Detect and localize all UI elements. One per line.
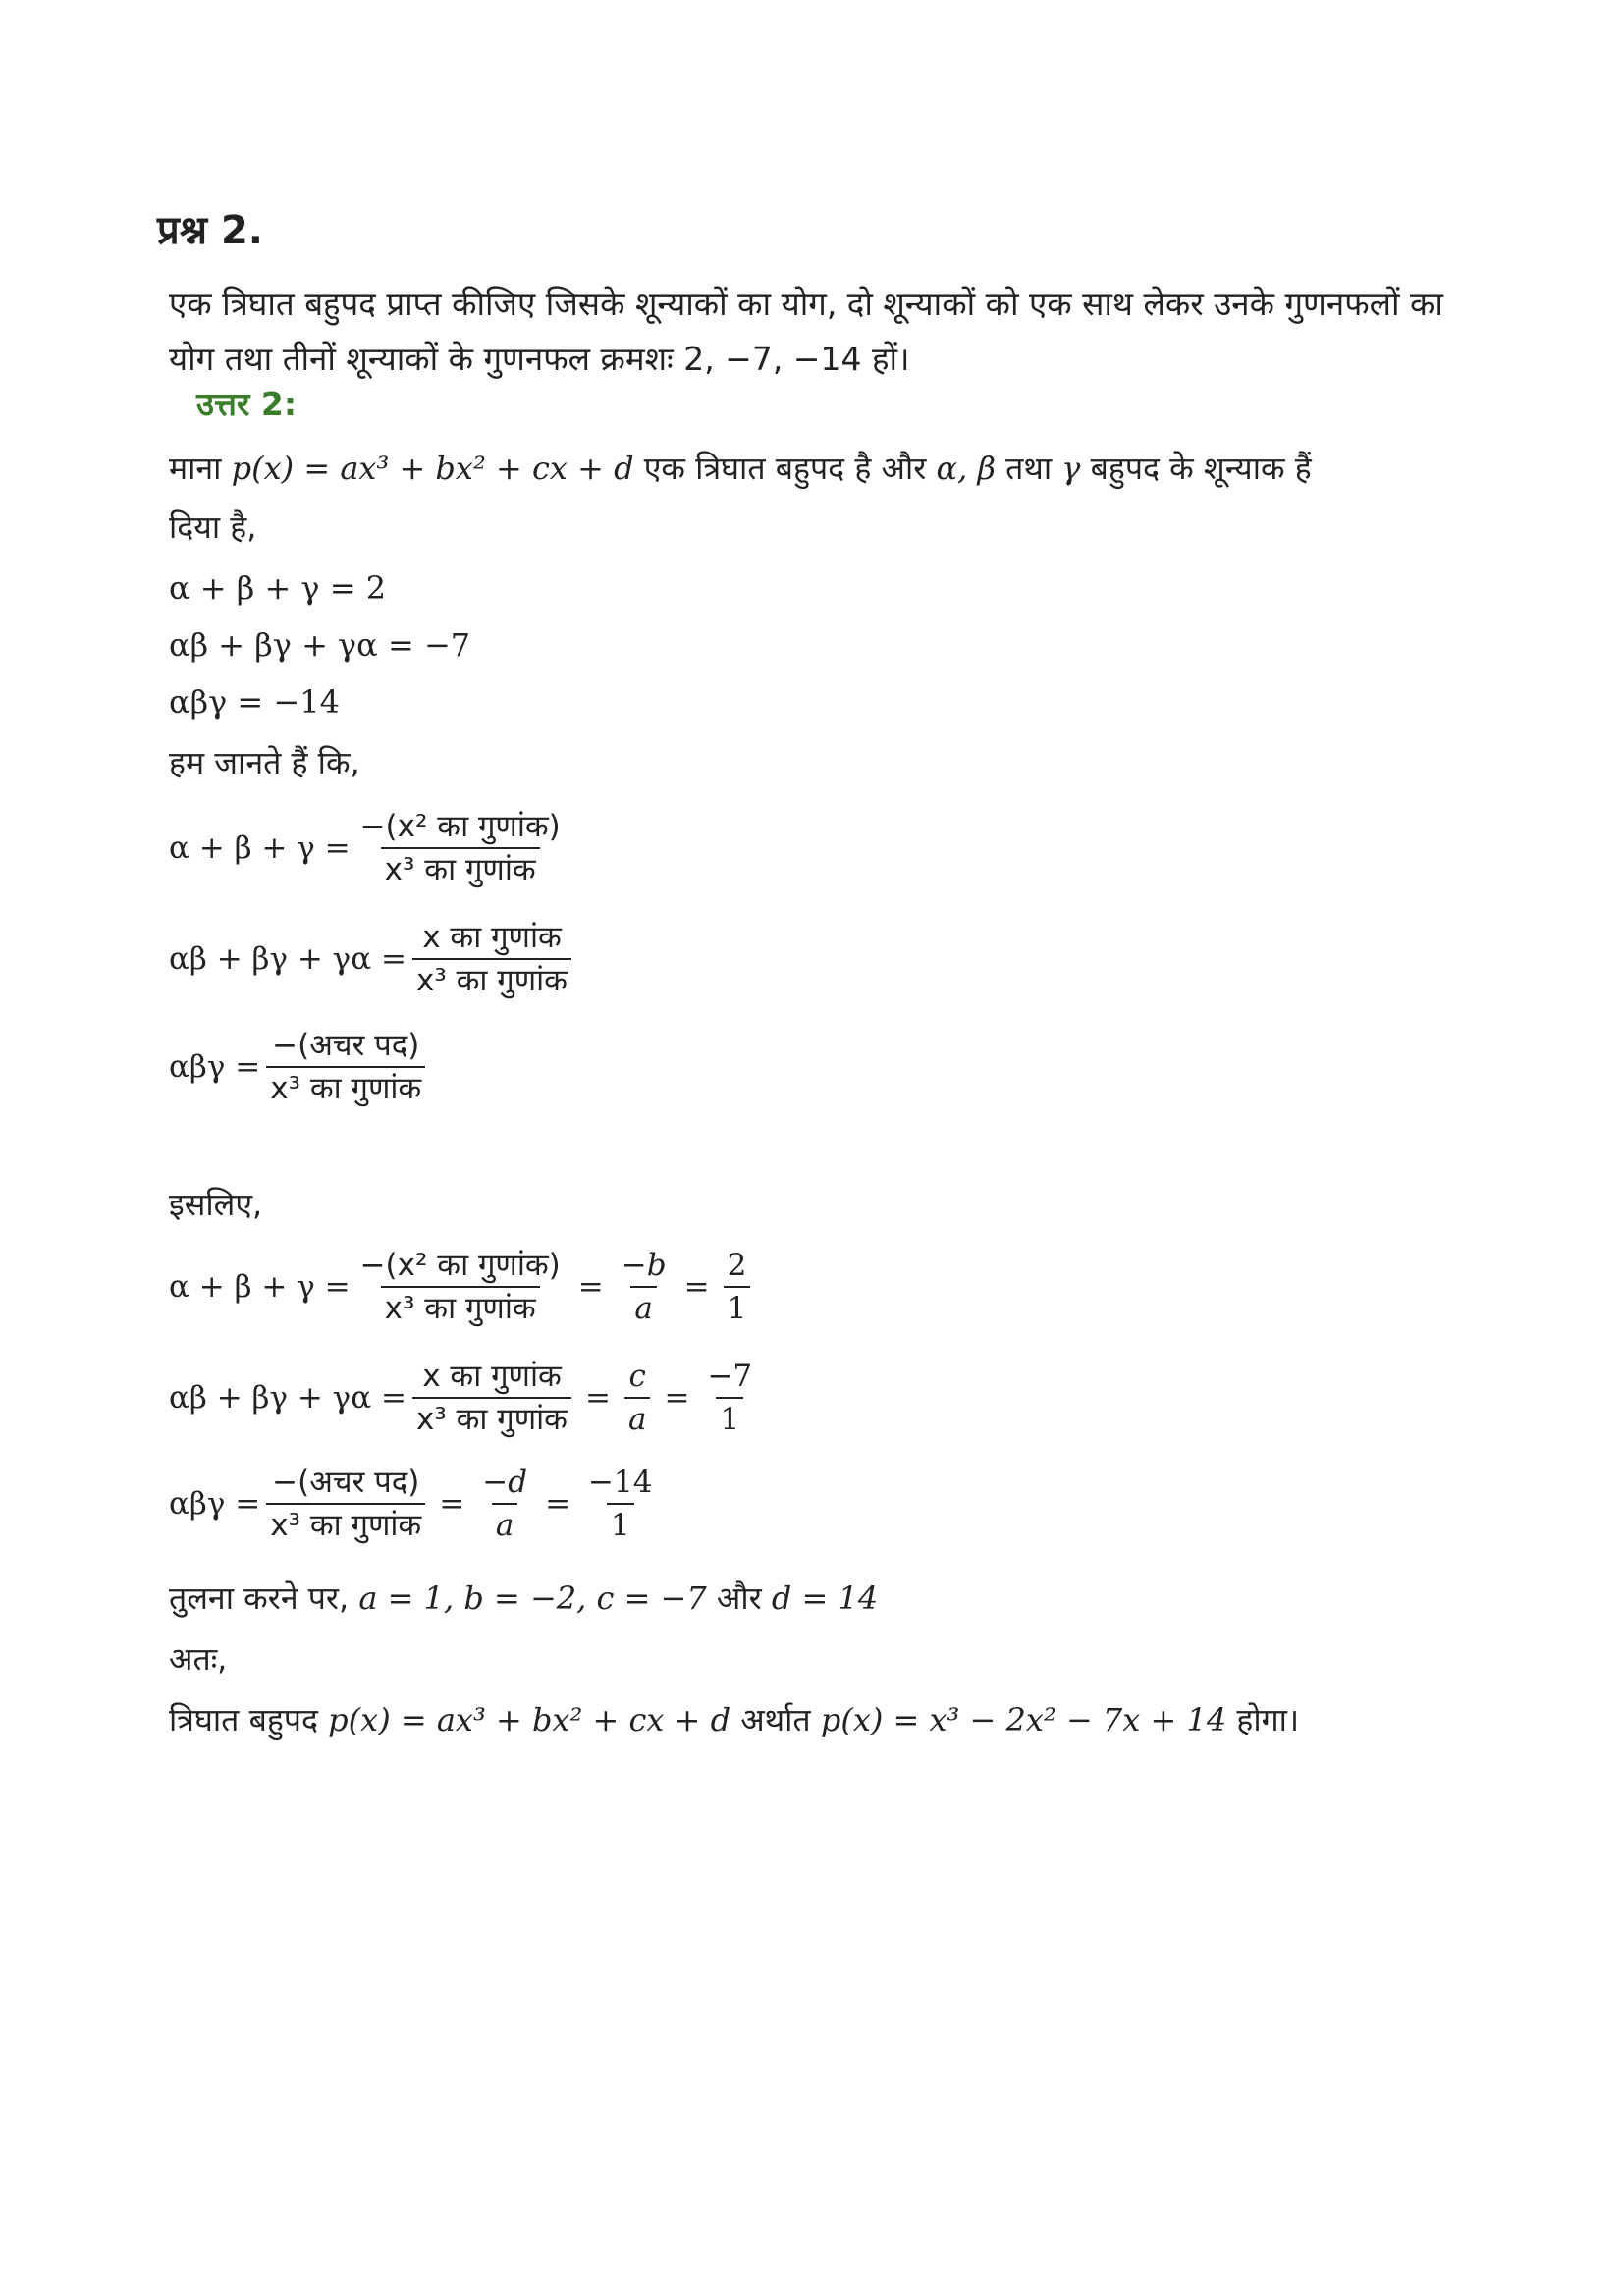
given-heading: दिया है, [169, 508, 257, 546]
question-text: एक त्रिघात बहुपद प्राप्त कीजिए जिसके शून्याकों का योग, दो शून्याकों को एक साथ लेकर उनके गुणनफलों का योग तथा तीनों शून्याकों के गुणनफल क्रमशः 2, −7, −14 हों। [169, 285, 1443, 378]
formula-product-denominator: x³ का गुणांक [266, 1066, 425, 1105]
formula-sum-fraction [356, 810, 565, 886]
solution-sum-value-num: 2 [727, 1248, 747, 1283]
compare-and: और [716, 1579, 762, 1617]
solution-sum-numerator: −(x² का गुणांक) [359, 1248, 561, 1283]
solution-product-coef-num: −d [482, 1465, 528, 1500]
formula-product-lhs: αβγ = [169, 1049, 261, 1086]
formula-pair-sum-lhs: αβ + βγ + γα = [169, 941, 406, 978]
formula-pair-sum-numerator: x का गुणांक [422, 920, 562, 955]
final-poly: p(x) = x³ − 2x² − 7x + 14 [820, 1701, 1227, 1738]
solution-pair-sum-lhs: αβ + βγ + γα = [169, 1380, 406, 1416]
solution-pair-sum [169, 1360, 762, 1436]
question-title: प्रश्न 2. [157, 208, 263, 253]
assume-roots: α, β [936, 450, 996, 487]
equals-sign: = [577, 1269, 604, 1306]
final-general-poly: p(x) = ax³ + bx² + cx + d [328, 1701, 731, 1738]
solution-sum [169, 1249, 756, 1325]
solution-product-value-fraction [584, 1466, 656, 1542]
solution-sum-value-fraction [724, 1249, 751, 1325]
solution-pair-sum-value-fraction [703, 1360, 756, 1436]
formula-pair-sum-denominator: x³ का गुणांक [412, 958, 571, 997]
equals-sign: = [585, 1380, 611, 1416]
solution-product-denominator: x³ का गुणांक [266, 1503, 425, 1542]
solution-sum-coef-num: −b [621, 1248, 667, 1283]
solution-sum-coef-fraction [618, 1249, 671, 1325]
formula-pair-sum-fraction [412, 921, 571, 997]
equals-sign: = [664, 1380, 690, 1416]
given-pair-sum: αβ + βγ + γα = −7 [169, 626, 471, 664]
solution-product-value-den: 1 [607, 1503, 634, 1542]
solution-product-numerator: −(अचर पद) [272, 1465, 420, 1500]
solution-product-value-num: −14 [588, 1465, 653, 1500]
assume-gamma: γ [1061, 450, 1081, 487]
solution-sum-fraction [356, 1249, 565, 1325]
solution-pair-sum-denominator: x³ का गुणांक [412, 1397, 571, 1436]
solution-sum-lhs: α + β + γ = [169, 1269, 351, 1306]
assume-and: तथा [1005, 450, 1053, 487]
assume-poly: p(x) = ax³ + bx² + cx + d [231, 450, 634, 487]
equals-sign: = [545, 1486, 571, 1522]
formula-sum-denominator: x³ का गुणांक [381, 847, 540, 886]
solution-pair-sum-coef-fraction [624, 1360, 650, 1436]
solution-product-coef-fraction [478, 1466, 531, 1542]
given-sum: α + β + γ = 2 [169, 569, 387, 607]
assume-prefix: माना [169, 450, 222, 487]
solution-sum-coef-den: a [630, 1286, 656, 1325]
formula-pair-sum [169, 921, 577, 997]
compare-prefix: तुलना करने पर, [169, 1579, 350, 1617]
solution-product-lhs: αβγ = [169, 1486, 261, 1522]
assume-mid: एक त्रिघात बहुपद है और [643, 450, 927, 487]
solution-pair-sum-fraction [412, 1360, 571, 1436]
formula-product-fraction [266, 1029, 425, 1105]
equals-sign: = [683, 1269, 710, 1306]
solution-pair-sum-numerator: x का गुणांक [422, 1359, 562, 1394]
solution-pair-sum-coef-den: a [624, 1397, 650, 1436]
formula-sum-lhs: α + β + γ = [169, 830, 351, 867]
final-prefix: त्रिघात बहुपद [169, 1701, 318, 1738]
therefore-heading: इसलिए, [169, 1186, 263, 1223]
given-product: αβγ = −14 [169, 683, 340, 721]
formula-sum-numerator: −(x² का गुणांक) [359, 809, 561, 844]
comparison-line [169, 1576, 878, 1619]
formula-product-numerator: −(अचर पद) [272, 1028, 420, 1063]
assumption-line [169, 447, 1312, 489]
final-mid: अर्थात [740, 1701, 811, 1738]
solution-product [169, 1466, 662, 1542]
equals-sign: = [439, 1486, 465, 1522]
solution-pair-sum-coef-num: c [628, 1359, 646, 1394]
answer-label: उत्तर 2: [196, 385, 298, 423]
solution-sum-value-den: 1 [724, 1286, 751, 1325]
hence-heading: अतः, [169, 1640, 228, 1678]
compare-d: d = 14 [771, 1579, 879, 1617]
compare-values: a = 1, b = −2, c = −7 [358, 1579, 707, 1617]
assume-suffix: बहुपद के शून्याक हैं [1090, 450, 1312, 487]
solution-product-coef-den: a [492, 1503, 517, 1542]
solution-pair-sum-value-num: −7 [707, 1359, 753, 1394]
final-answer-line [169, 1698, 1299, 1740]
final-suffix: होगा। [1236, 1701, 1300, 1738]
solution-product-fraction [266, 1466, 425, 1542]
solution-sum-denominator: x³ का गुणांक [381, 1286, 540, 1325]
solution-pair-sum-value-den: 1 [716, 1397, 743, 1436]
formula-sum [169, 810, 570, 886]
formula-product [169, 1029, 431, 1105]
we-know-heading: हम जानते हैं कि, [169, 744, 360, 781]
